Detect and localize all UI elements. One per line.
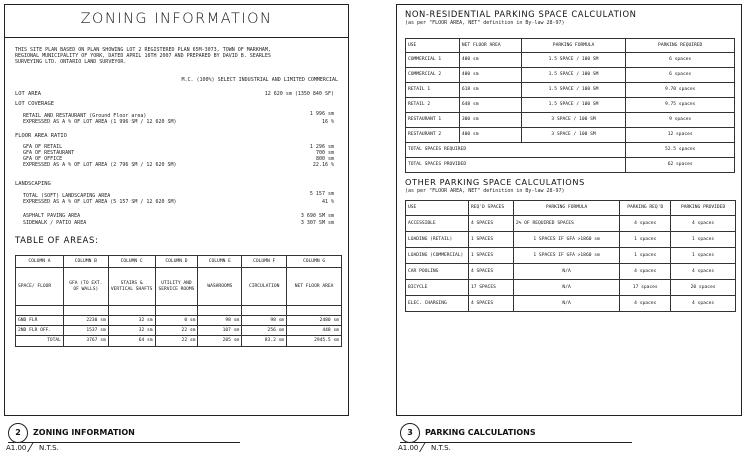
areas-cell: 2480 sm bbox=[287, 316, 342, 326]
areas-cell: 107 sm bbox=[198, 326, 242, 336]
other-cell: BICYCLE bbox=[406, 280, 469, 296]
lot-coverage-value-1: 1 996 sm bbox=[309, 111, 334, 117]
areas-header: SPACE/ FLOOR bbox=[16, 268, 64, 306]
scale-label: N.T.S. bbox=[431, 444, 451, 452]
areas-cell: 98 sm bbox=[198, 316, 242, 326]
far-row-2: GFA OF RESTAURANT bbox=[23, 150, 75, 156]
landscaping-value-1: 5 157 sm bbox=[309, 191, 334, 197]
title-underline bbox=[400, 442, 632, 443]
intro-line-1: THIS SITE PLAN BASED ON PLAN SHOWING LOT 2 REGISTERED PLAN 65M-3073, TOWN OF MARKHAM, bbox=[15, 47, 271, 53]
parking-cell: 1.5 SPACE / 100 SM bbox=[521, 68, 626, 83]
intro-line-2: REGIONAL MUNICIPALITY OF YORK, DATED APRIL 16TH 2007 AND PREPARED BY DAVID B. SEARLES bbox=[15, 53, 271, 59]
far-value-1: 1 296 sm bbox=[309, 144, 334, 150]
other-cell: N/A bbox=[513, 296, 619, 312]
areas-cell: 256 sm bbox=[242, 326, 287, 336]
total-provided-value: 62 spaces bbox=[626, 158, 735, 173]
areas-header: STAIRS & VERTICAL SHAFTS bbox=[108, 268, 155, 306]
areas-cell: 0 sm bbox=[155, 316, 198, 326]
parking-cell: 648 sm bbox=[459, 98, 521, 113]
other-cell: 4 spaces bbox=[671, 216, 736, 232]
parking-cell: 400 sm bbox=[459, 53, 521, 68]
areas-cell: 2230 sm bbox=[63, 316, 108, 326]
sheet-reference: A1.00 bbox=[398, 444, 419, 452]
parking-cell: RESTAURANT 1 bbox=[406, 113, 460, 128]
other-cell: 4 SPACES bbox=[468, 216, 513, 232]
other-cell: 4 SPACES bbox=[468, 264, 513, 280]
other-cell: 17 spaces bbox=[620, 280, 671, 296]
areas-cell: 2ND FLR OFF. bbox=[16, 326, 64, 336]
parking-header-row bbox=[406, 39, 735, 53]
areas-total-label: TOTAL bbox=[16, 336, 64, 347]
areas-col-letter: COLUMN D bbox=[155, 256, 198, 268]
total-required-row bbox=[406, 143, 735, 158]
areas-header: GFA (TO EXT. OF WALLS) bbox=[63, 268, 108, 306]
parking-cell: RETAIL 1 bbox=[406, 83, 460, 98]
areas-col-letter: COLUMN F bbox=[242, 256, 287, 268]
other-header-row bbox=[406, 201, 736, 216]
parking-cell: COMMERCIAL 1 bbox=[406, 53, 460, 68]
other-cell: 1 spaces bbox=[671, 248, 736, 264]
detail-number: 2 bbox=[8, 423, 28, 443]
other-cell: LOADING (RETAIL) bbox=[406, 232, 469, 248]
table-row bbox=[406, 232, 736, 248]
sidewalk-label: SIDEWALK / PATIO AREA bbox=[23, 220, 87, 226]
lot-coverage-label: LOT COVERAGE bbox=[15, 101, 54, 107]
far-row-1: GFA OF RETAIL bbox=[23, 144, 63, 150]
areas-cell: 205 sm bbox=[198, 336, 242, 347]
areas-header: NET FLOOR AREA bbox=[287, 268, 342, 306]
far-label: FLOOR AREA RATIO bbox=[15, 133, 67, 139]
areas-header: WASHROOMS bbox=[198, 268, 242, 306]
areas-col-letter: COLUMN E bbox=[198, 256, 242, 268]
parking-cell: 618 sm bbox=[459, 83, 521, 98]
table-row bbox=[406, 264, 736, 280]
table-row bbox=[406, 83, 735, 98]
other-header: REQ'D SPACES bbox=[468, 201, 513, 216]
parking-cell: 400 sm bbox=[459, 68, 521, 83]
zoning-title: ZONING INFORMATION bbox=[80, 11, 273, 27]
asphalt-label: ASPHALT PAVING AREA bbox=[23, 213, 81, 219]
sheet-reference: A1.00 bbox=[6, 444, 27, 452]
lot-coverage-row-2: EXPRESSED AS A % OF LOT AREA (1 996 SM / 12 620 SM) bbox=[23, 119, 177, 125]
table-row bbox=[406, 296, 736, 312]
parking-header: USE bbox=[406, 39, 460, 53]
title-underline bbox=[8, 442, 240, 443]
other-cell: 4 spaces bbox=[620, 216, 671, 232]
other-cell: 4 spaces bbox=[620, 296, 671, 312]
areas-cell: 32 sm bbox=[108, 316, 155, 326]
areas-cell: 3767 sm bbox=[63, 336, 108, 347]
table-row bbox=[406, 53, 735, 68]
far-row-4: EXPRESSED AS A % OF LOT AREA (2 796 SM / 12 620 SM) bbox=[23, 162, 177, 168]
table-row bbox=[406, 68, 735, 83]
table-row bbox=[406, 248, 736, 264]
parking-cell: 1.5 SPACE / 100 SM bbox=[521, 98, 626, 113]
areas-header: UTILITY AND SERVICE ROOMS bbox=[155, 268, 198, 306]
areas-col-letter: COLUMN C bbox=[108, 256, 155, 268]
total-provided-row bbox=[406, 158, 735, 173]
zoning-sheet bbox=[4, 4, 349, 416]
parking-cell: RETAIL 2 bbox=[406, 98, 460, 113]
other-cell: N/A bbox=[513, 264, 619, 280]
parking-header: NET FLOOR AREA bbox=[459, 39, 521, 53]
total-required-value: 52.5 spaces bbox=[626, 143, 735, 158]
other-cell: ACCESSIBLE bbox=[406, 216, 469, 232]
parking-cell: 6 spaces bbox=[626, 53, 735, 68]
lot-coverage-value-2: 16 % bbox=[321, 119, 334, 125]
asphalt-value: 3 690 SM sm bbox=[300, 213, 334, 219]
table-row bbox=[406, 98, 735, 113]
other-header: USE bbox=[406, 201, 469, 216]
landscaping-row-1: TOTAL (SOFT) LANDSCAPING AREA bbox=[23, 193, 111, 199]
parking-header: PARKING FORMULA bbox=[521, 39, 626, 53]
other-cell: 4 spaces bbox=[671, 296, 736, 312]
other-header: PARKING PROVIDED bbox=[671, 201, 736, 216]
other-cell: 1 spaces bbox=[620, 248, 671, 264]
table-row bbox=[406, 216, 736, 232]
other-cell: 1 SPACES bbox=[468, 232, 513, 248]
other-cell: 1 spaces bbox=[671, 232, 736, 248]
other-cell: 1 SPACES bbox=[468, 248, 513, 264]
areas-cell: 83.2 sm bbox=[242, 336, 287, 347]
far-value-2: 700 sm bbox=[315, 150, 334, 156]
parking-cell: 400 sm bbox=[459, 128, 521, 143]
parking-cell: 9.75 spaces bbox=[626, 98, 735, 113]
parking-cell: 9 spaces bbox=[626, 113, 735, 128]
table-row bbox=[406, 280, 736, 296]
areas-cell: 98 sm bbox=[242, 316, 287, 326]
other-header: PARKING REQ'D bbox=[620, 201, 671, 216]
other-cell: 17 SPACES bbox=[468, 280, 513, 296]
areas-col-letter: COLUMN A bbox=[16, 256, 64, 268]
far-value-4: 22.16 % bbox=[312, 162, 334, 168]
lot-area-label: LOT AREA bbox=[15, 91, 41, 97]
other-cell: CAR POOLING bbox=[406, 264, 469, 280]
table-of-areas-title: TABLE OF AREAS: bbox=[15, 236, 99, 246]
total-provided-label: TOTAL SPACES PROVIDED bbox=[406, 158, 626, 173]
total-required-label: TOTAL SPACES REQUIRED bbox=[406, 143, 626, 158]
title-divider bbox=[5, 37, 348, 38]
parking-subtitle: (as per "FLOOR AREA, NET" definition in By-law 28-97) bbox=[405, 20, 565, 26]
parking-cell: 3 SPACE / 100 SM bbox=[521, 113, 626, 128]
parking-cell: 12 spaces bbox=[626, 128, 735, 143]
areas-cell: 32 sm bbox=[108, 326, 155, 336]
parking-cell: 9.70 spaces bbox=[626, 83, 735, 98]
areas-cell: 22 sm bbox=[155, 326, 198, 336]
parking-cell: 6 spaces bbox=[626, 68, 735, 83]
table-row bbox=[406, 113, 735, 128]
far-value-3: 800 sm bbox=[315, 156, 334, 162]
other-parking-subtitle: (as per "FLOOR AREA, NET" definition in By-law 28-97) bbox=[405, 188, 565, 194]
detail-title: PARKING CALCULATIONS bbox=[425, 428, 536, 437]
other-cell: 20 spaces bbox=[671, 280, 736, 296]
areas-letter-row bbox=[16, 256, 342, 268]
intro-line-3: SURVEYING LTD. ONTARIO LAND SURVEYOR. bbox=[15, 59, 127, 65]
parking-cell: 1.5 SPACE / 100 SM bbox=[521, 83, 626, 98]
other-cell: 2% OF REQUIRED SPACES bbox=[513, 216, 619, 232]
areas-header-row bbox=[16, 268, 342, 306]
areas-table bbox=[15, 255, 342, 347]
zone-designation: M.C. (100%) SELECT INDUSTRIAL AND LIMITED COMMERCIAL bbox=[181, 77, 338, 83]
far-row-3: GFA OF OFFICE bbox=[23, 156, 63, 162]
other-parking-title: OTHER PARKING SPACE CALCULATIONS bbox=[405, 177, 585, 187]
landscaping-label: LANDSCAPING bbox=[15, 181, 51, 187]
other-cell: ELEC. CHARGING bbox=[406, 296, 469, 312]
areas-spacer-row bbox=[16, 306, 342, 316]
other-header: PARKING FORMULA bbox=[513, 201, 619, 216]
detail-title: ZONING INFORMATION bbox=[33, 428, 135, 437]
other-cell: 4 SPACES bbox=[468, 296, 513, 312]
table-row bbox=[406, 128, 735, 143]
parking-cell: 1.5 SPACE / 100 SM bbox=[521, 53, 626, 68]
areas-col-letter: COLUMN G bbox=[287, 256, 342, 268]
parking-title: NON-RESIDENTIAL PARKING SPACE CALCULATION bbox=[405, 9, 637, 19]
landscaping-value-2: 41 % bbox=[321, 199, 334, 205]
areas-cell: 64 sm bbox=[108, 336, 155, 347]
areas-cell: 2945.5 sm bbox=[287, 336, 342, 347]
areas-header: CIRCULATION bbox=[242, 268, 287, 306]
areas-cell: GND FLR bbox=[16, 316, 64, 326]
areas-cell: 22 sm bbox=[155, 336, 198, 347]
parking-cell: 300 sm bbox=[459, 113, 521, 128]
other-cell: 1 SPACES IF GFA >1860 sm bbox=[513, 248, 619, 264]
lot-coverage-row-1: RETAIL AND RESTAURANT (Ground Floor area) bbox=[23, 113, 147, 119]
table-row bbox=[16, 326, 342, 336]
parking-table bbox=[405, 38, 735, 173]
lot-area-value: 12 620 sm (1350 840 SF) bbox=[264, 91, 334, 97]
detail-number: 3 bbox=[400, 423, 420, 443]
parking-header: PARKING REQUIRED bbox=[626, 39, 735, 53]
landscaping-row-2: EXPRESSED AS A % OF LOT AREA (5 157 SM / 12 620 SM) bbox=[23, 199, 177, 205]
other-cell: 1 SPACES IF GFA >1860 sm bbox=[513, 232, 619, 248]
parking-cell: 3 SPACE / 100 SM bbox=[521, 128, 626, 143]
other-cell: 4 spaces bbox=[671, 264, 736, 280]
other-cell: 1 spaces bbox=[620, 232, 671, 248]
other-cell: N/A bbox=[513, 280, 619, 296]
parking-cell: COMMERCIAL 2 bbox=[406, 68, 460, 83]
areas-col-letter: COLUMN B bbox=[63, 256, 108, 268]
other-cell: LOADING (COMMERCIAL) bbox=[406, 248, 469, 264]
other-cell: 4 spaces bbox=[620, 264, 671, 280]
other-parking-table bbox=[405, 200, 736, 312]
parking-cell: RESTAURANT 2 bbox=[406, 128, 460, 143]
parking-sheet bbox=[396, 4, 742, 416]
areas-cell: 448 sm bbox=[287, 326, 342, 336]
table-row bbox=[16, 316, 342, 326]
table-row bbox=[16, 336, 342, 347]
scale-label: N.T.S. bbox=[39, 444, 59, 452]
sidewalk-value: 3 307 SM sm bbox=[300, 220, 334, 226]
areas-cell: 1537 sm bbox=[63, 326, 108, 336]
